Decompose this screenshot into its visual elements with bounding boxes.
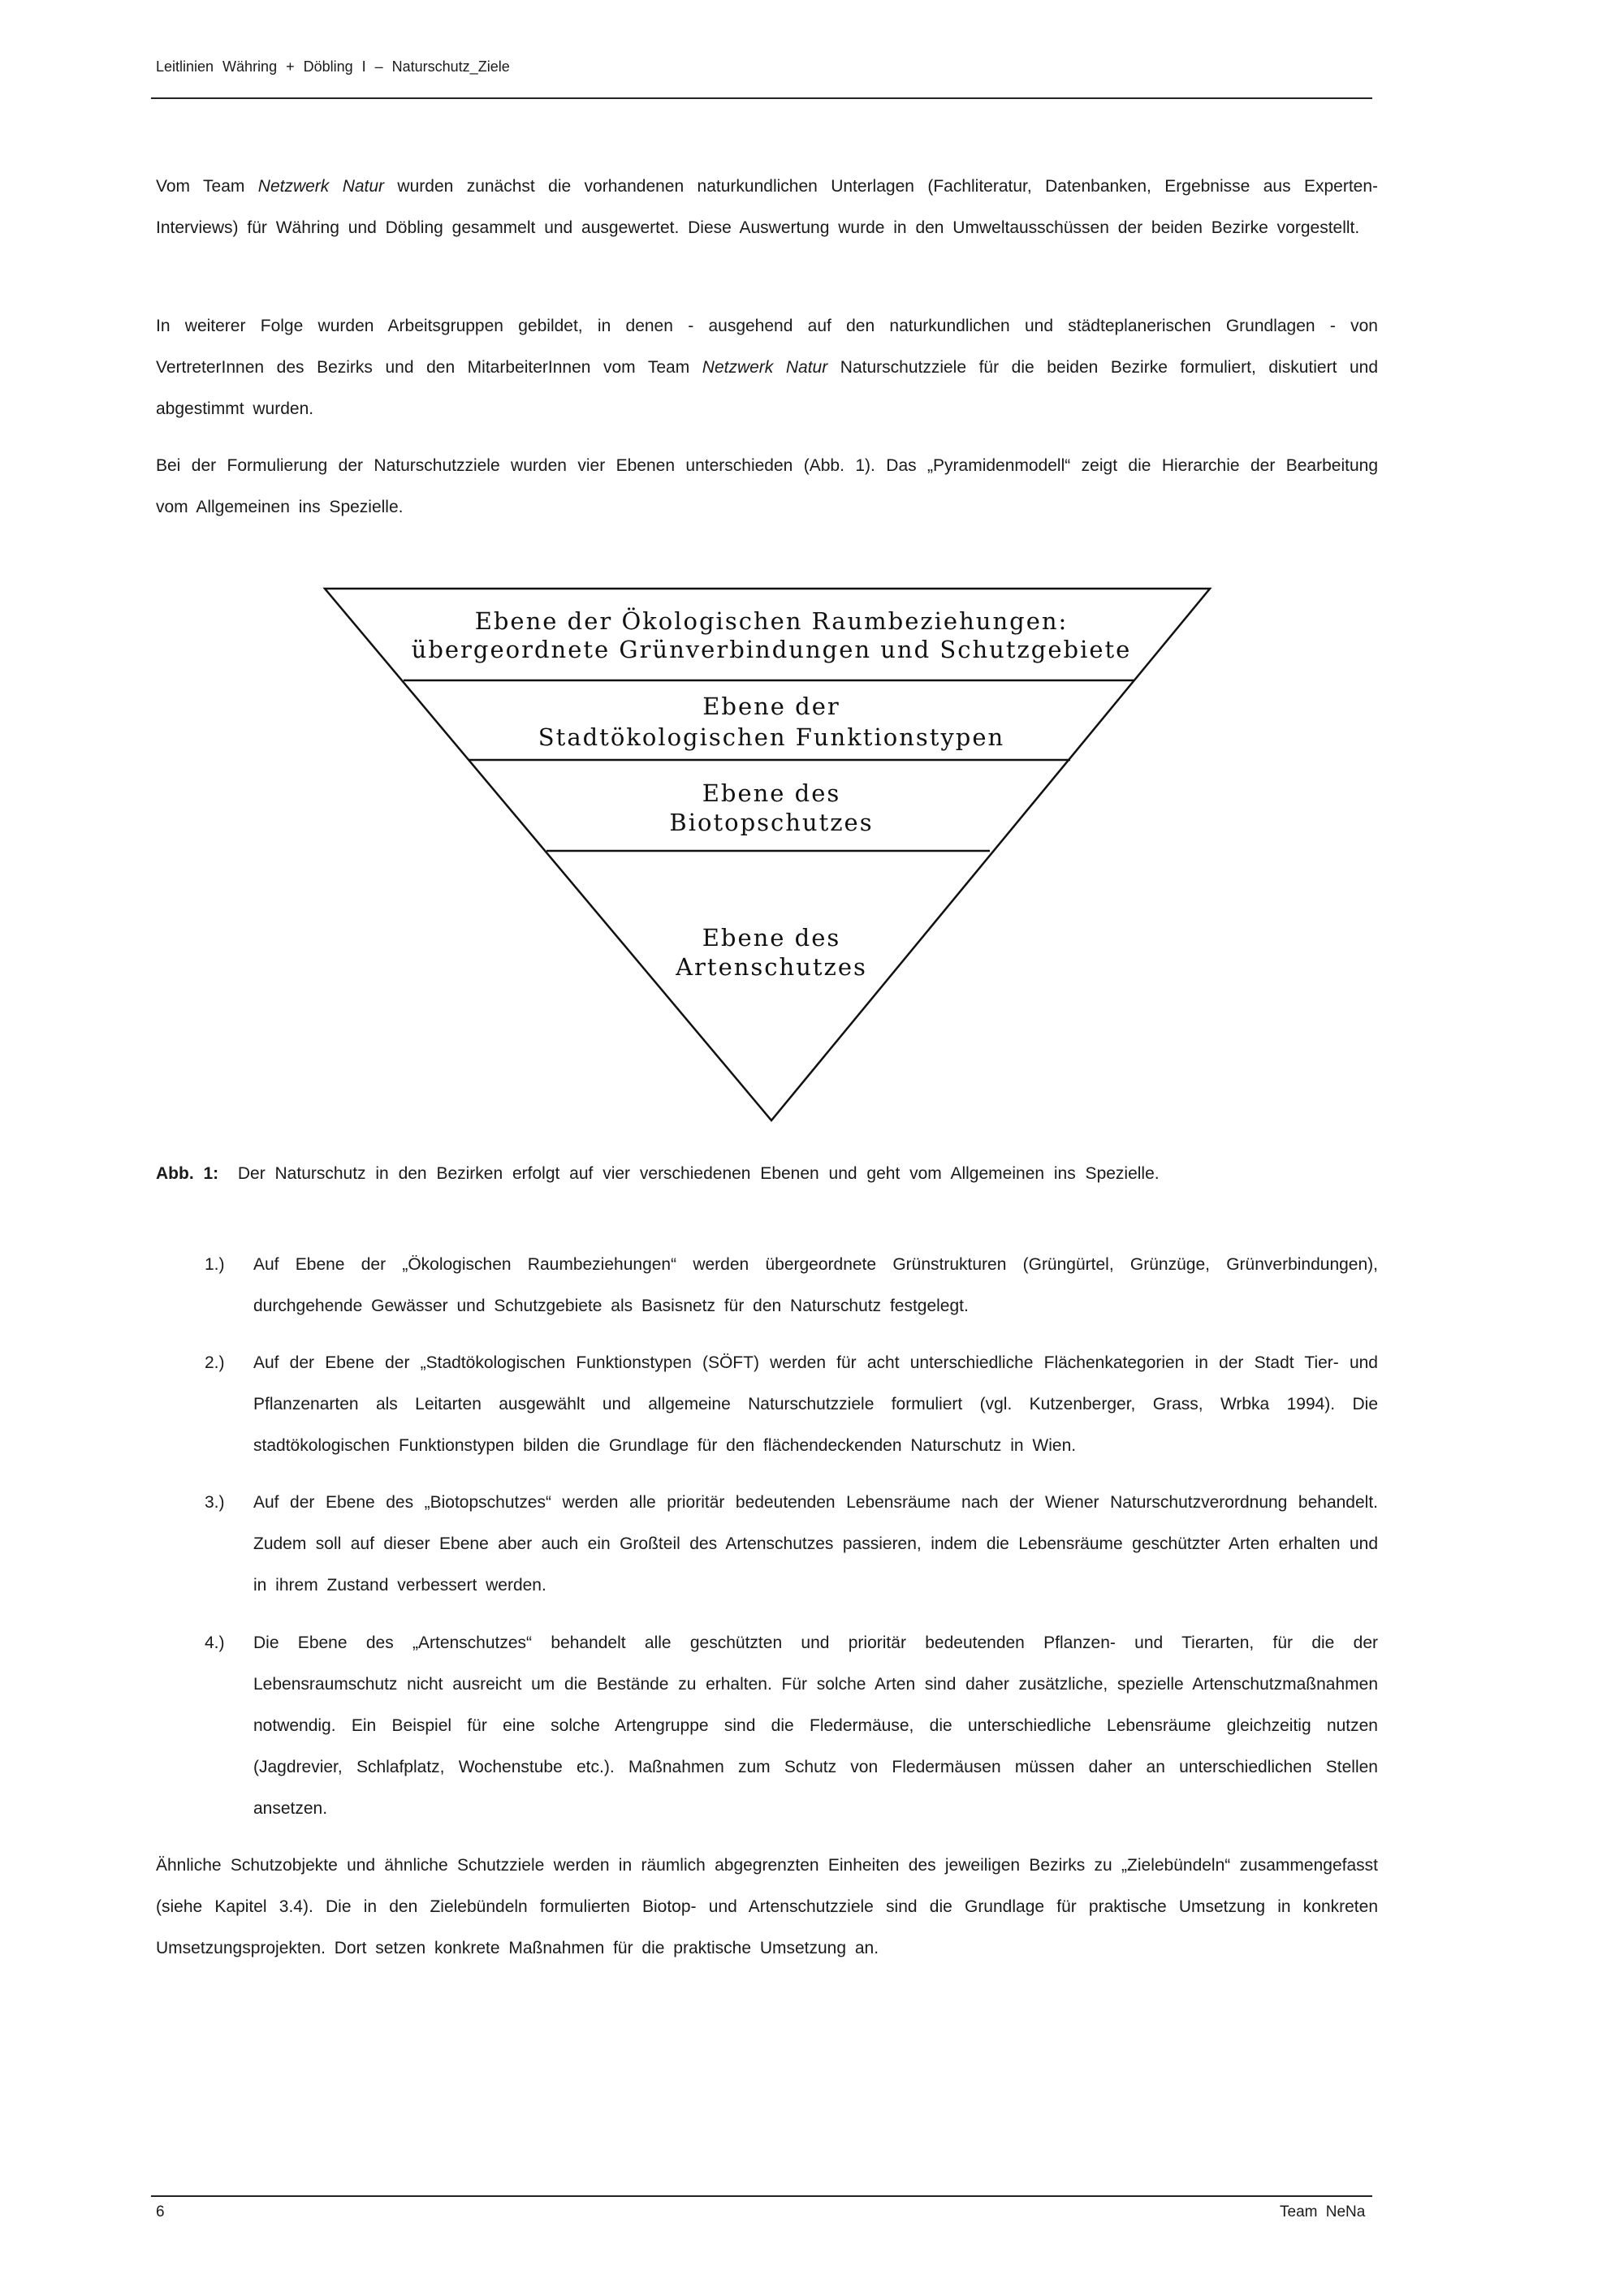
pyramid-outline xyxy=(325,589,1210,1120)
intro-paragraph-3: Bei der Formulierung der Naturschutzziele wurden vier Ebenen unterschieden (Abb. 1). Das „Pyramidenmodell“ zeigt die Hierarchie der Bearbeitung vom Allgemeinen ins Spezielle. xyxy=(156,456,1378,516)
intro-paragraph-1: Vom Team Netzwerk Natur wurden zunächst die vorhandenen naturkundlichen Unterlagen (Fachliteratur, Datenbanken, Ergebnisse aus Experten-Interviews) für Währing und Döbling gesammelt und ausgewertet. Diese Auswertung wurde in den Umweltausschüssen der beiden Bezirke vorgestellt. xyxy=(156,177,1379,237)
list-item-text: Auf der Ebene der „Stadtökologischen Funktionstypen (SÖFT) werden für acht unterschiedliche Flächenkategorien in der Stadt Tier- und Pflanzenarten als Leitarten ausgewählt und allgemeine Naturschutzziele formuliert (vgl. Kutzenberger, Grass, Wrbka 1994). Die stadtökologischen Funktionstypen bilden die Grundlage für den flächendeckenden Naturschutz in Wien. xyxy=(253,1353,1378,1455)
list-item-text: Auf Ebene der „Ökologischen Raumbeziehungen“ werden übergeordnete Grünstrukturen (Grüngürtel, Grünzüge, Grünverbindungen), durchgehende Gewässer und Schutzgebiete als Basisnetz für den Naturschutz festgelegt. xyxy=(253,1255,1378,1315)
list-item-text: Auf der Ebene des „Biotopschutzes“ werden alle prioritär bedeutenden Lebensräume nach der Wiener Naturschutzverordnung behandelt. Zudem soll auf dieser Ebene aber auch ein Großteil des Artenschutzes passieren, indem die Lebensräume geschützter Arten erhalten und in ihrem Zustand verbessert werden. xyxy=(253,1493,1378,1595)
figure-caption xyxy=(156,1164,1160,1184)
level-2-line-2: Stadtökologischen Funktionstypen xyxy=(538,723,1005,751)
footer-team: Team NeNa xyxy=(1280,2203,1366,2220)
closing-paragraph: Ähnliche Schutzobjekte und ähnliche Schutzziele werden in räumlich abgegrenzten Einheiten des jeweiligen Bezirks zu „Zielebündeln“ zusammengefasst (siehe Kapitel 3.4). Die in den Zielebündeln formulierten Biotop- und Artenschutzziele sind die Grundlage für praktische Umsetzung in konkreten Umsetzungsprojekten. Dort setzen konkrete Maßnahmen für die praktische Umsetzung an. xyxy=(156,1856,1378,1957)
pyramid-diagram xyxy=(309,568,1234,1129)
level-2-line-1: Ebene der xyxy=(702,693,840,720)
list-item xyxy=(156,1342,1378,1466)
running-header: Leitlinien Währing + Döbling I – Naturschutz_Ziele xyxy=(156,58,510,75)
intro-paragraph-2: In weiterer Folge wurden Arbeitsgruppen gebildet, in denen - ausgehend auf den naturkundlichen und städteplanerischen Grundlagen - von VertreterInnen des Bezirks und den MitarbeiterInnen vom Team Netzwerk Natur Naturschutzziele für die beiden Bezirke formuliert, diskutiert und abgestimmt wurden. xyxy=(156,317,1379,418)
list-item-number: 4.) xyxy=(205,1634,225,1652)
level-1-line-2: übergeordnete Grünverbindungen und Schutzgebiete xyxy=(411,636,1132,663)
level-4-line-2: Artenschutzes xyxy=(676,953,867,981)
list-item-number: 2.) xyxy=(205,1353,225,1372)
caption-text: Der Naturschutz in den Bezirken erfolgt auf vier verschiedenen Ebenen und geht vom Allgemeinen ins Spezielle. xyxy=(237,1164,1160,1183)
footer-rule xyxy=(151,2195,1372,2197)
list-item-number: 3.) xyxy=(205,1493,225,1512)
list-item-text: Die Ebene des „Artenschutzes“ behandelt alle geschützten und prioritär bedeutenden Pflanzen- und Tierarten, für die der Lebensraumschutz nicht ausreicht um die Bestände zu erhalten. Für solche Arten sind daher zusätzliche, spezielle Artenschutzmaßnahmen notwendig. Ein Beispiel für eine solche Artengruppe sind die Fledermäuse, die unterschiedliche Lebensräume gleichzeitig nutzen (Jagdrevier, Schlafplatz, Wochenstube etc.). Maßnahmen zum Schutz von Fledermäusen müssen daher an unterschiedlichen Stellen ansetzen. xyxy=(253,1634,1378,1818)
caption-label: Abb. 1: xyxy=(156,1164,219,1183)
level-4-line-1: Ebene des xyxy=(702,924,841,952)
list-item xyxy=(156,1482,1378,1606)
level-1-line-1: Ebene der Ökologischen Raumbeziehungen: xyxy=(474,607,1069,635)
level-3-line-2: Biotopschutzes xyxy=(669,809,874,836)
list-item-number: 1.) xyxy=(205,1255,225,1274)
list-item xyxy=(156,1622,1378,1829)
level-3-line-1: Ebene des xyxy=(702,779,841,807)
header-rule xyxy=(151,97,1372,99)
page-number: 6 xyxy=(156,2203,165,2220)
list-item xyxy=(156,1244,1378,1327)
